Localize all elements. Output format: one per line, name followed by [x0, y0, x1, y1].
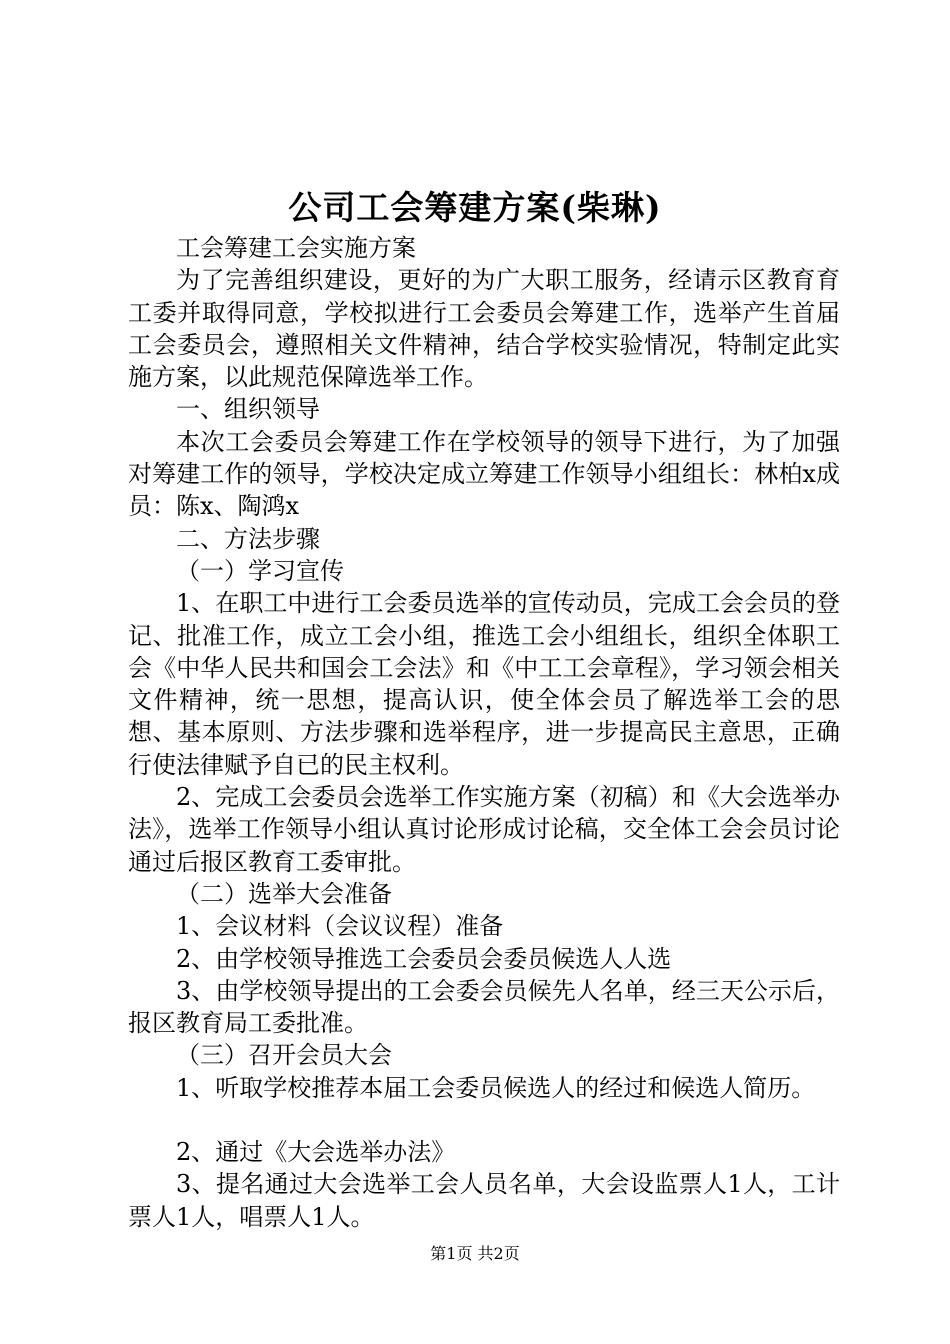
- page-footer: 第1页 共2页: [430, 1244, 520, 1263]
- paragraph-meeting-1: 1、听取学校推荐本届工会委员候选人的经过和候选人简历。: [176, 1073, 816, 1102]
- paragraph-intro: 为了完善组织建设，更好的为广大职工服务，经请示区教育育工委并取得同意，学校拟进行工会委员会筹建工作，选举产生首届工会委员会，遵照相关文件精神，结合学校实验情况，特制定此实施方案，以此规范保障选举工作。: [128, 266, 840, 392]
- paragraph-meeting-3: 3、提名通过大会选举工会人员名单，大会设监票人1人，工计票人1人，唱票人1人。: [128, 1170, 840, 1231]
- subheading-preparation: （二）选举大会准备: [176, 879, 392, 908]
- document-title: 公司工会筹建方案(柴琳): [288, 188, 662, 227]
- document-body: [128, 232, 840, 1233]
- paragraph-organization: 本次工会委员会筹建工作在学校领导的领导下进行，为了加强对筹建工作的领导，学校决定成立筹建工作领导小组组长：林柏x成员：陈x、陶鸿x: [128, 427, 840, 521]
- paragraph-prep-2: 2、由学校领导推选工会委员会委员候选人人选: [176, 944, 672, 973]
- paragraph-meeting-2: 2、通过《大会选举办法》: [176, 1138, 456, 1167]
- subheading-publicity: （一）学习宣传: [176, 556, 344, 585]
- subheading-meeting: （三）召开会员大会: [176, 1041, 392, 1070]
- heading-organization: 一、组织领导: [176, 395, 320, 424]
- heading-steps: 二、方法步骤: [176, 524, 320, 553]
- paragraph-prep-1: 1、会议材料（会议议程）准备: [176, 912, 504, 941]
- paragraph-prep-3: 3、由学校领导提出的工会委会员候先人名单，经三天公示后，报区教育局工委批准。: [128, 976, 840, 1038]
- paragraph-step-1: 1、在职工中进行工会委员选举的宣传动员，完成工会会员的登记、批准工作，成立工会小组，推选工会小组组长，组织全体职工会《中华人民共和国会工会法》和《中工工会章程》，学习领会相关文件精神，统一思想，提高认识，使全体会员了解选举工会的思想、基本原则、方法步骤和选举程序，进一步提高民主意思，正确行使法律赋予自已的民主权利。: [128, 589, 840, 779]
- paragraph-step-2: 2、完成工会委员会选举工作实施方案（初稿）和《大会选举办法》，选举工作领导小组认真讨论形成讨论稿，交全体工会会员讨论通过后报区教育工委审批。: [128, 783, 840, 876]
- paragraph-subtitle: 工会筹建工会实施方案: [176, 234, 416, 262]
